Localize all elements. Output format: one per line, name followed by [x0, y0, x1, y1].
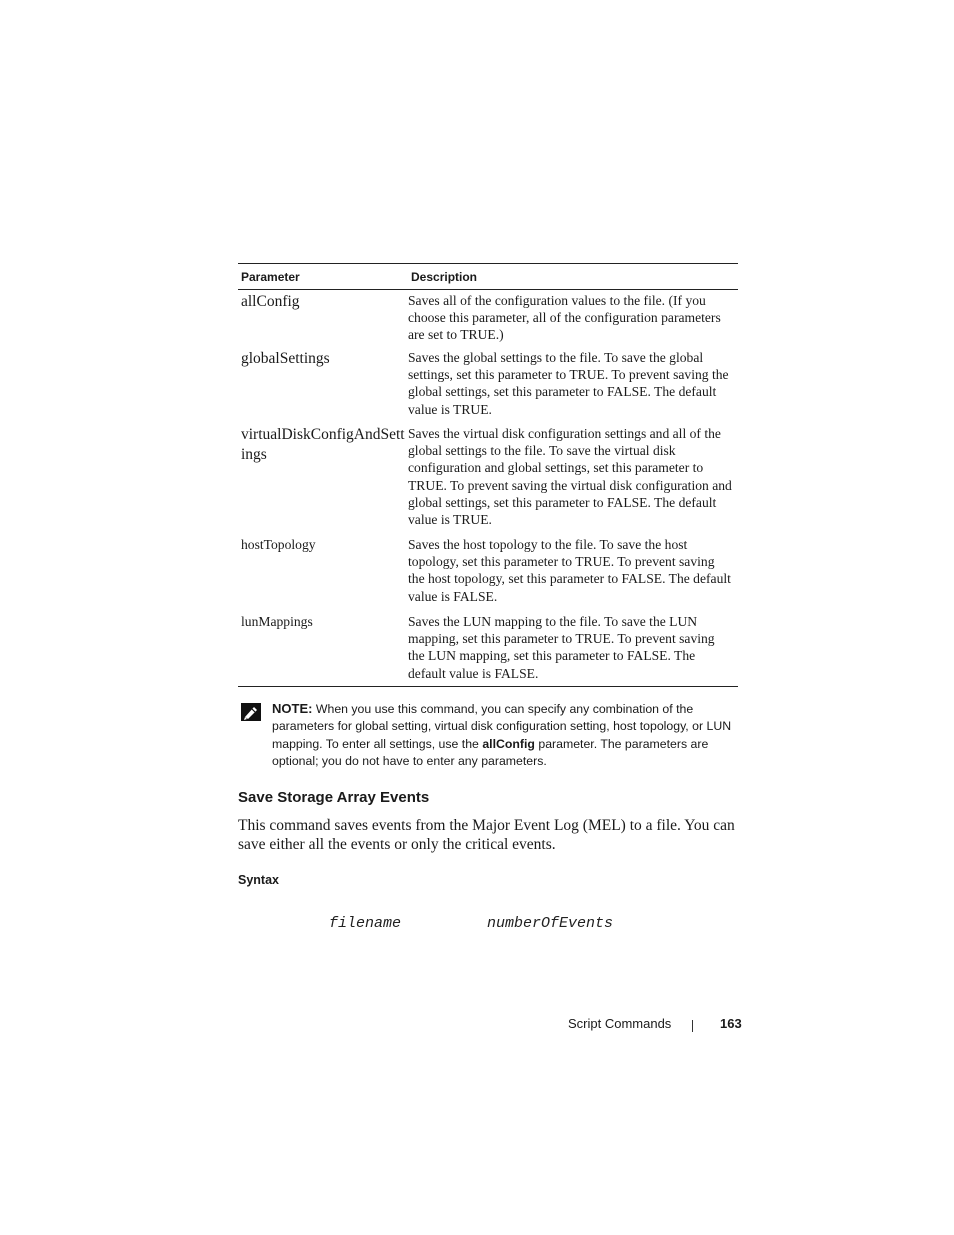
note-text-after: parameter. The parameters are optional; you do not have to enter any parameters. [272, 736, 709, 768]
table-row [238, 425, 738, 536]
footer-title: Script Commands [568, 1016, 672, 1031]
note-text [272, 700, 738, 770]
header-parameter: Parameter [241, 269, 300, 284]
syntax-arg-filename: filename [329, 915, 402, 932]
syntax-arg-number-of-events: numberOfEvents [487, 915, 614, 932]
table-row [238, 613, 738, 686]
description-cell: Saves the virtual disk configuration settings and all of the global settings to the file. To save the virtual disk configuration and global settings, set this parameter to TRUE. To prevent saving the virtual disk configuration and global settings, set this parameter to FALSE. The default value is TRUE. [408, 426, 732, 528]
table-header-row [238, 264, 738, 290]
description-cell: Saves the host topology to the file. To save the host topology, set this parameter to TRUE. To prevent saving the host topology, set this parameter to FALSE. The default value is FALSE. [408, 537, 731, 604]
parameter-cell: hostTopology [241, 537, 316, 552]
parameter-cell: lunMappings [241, 614, 313, 629]
parameter-cell: allConfig [241, 293, 300, 310]
table-row [238, 349, 738, 425]
section-body: This command saves events from the Major Event Log (MEL) to a file. You can save either all the events or only the critical events. [238, 817, 735, 853]
page-number: 163 [720, 1016, 742, 1031]
section-heading: Save Storage Array Events [238, 789, 430, 806]
table-row [238, 536, 738, 613]
note-label: NOTE: [272, 701, 313, 716]
parameter-cell: virtualDiskConfigAndSettings [241, 426, 405, 463]
pencil-note-icon [240, 702, 262, 722]
parameter-cell: globalSettings [241, 350, 330, 367]
note-emphasis: allConfig [482, 736, 535, 751]
description-cell: Saves the LUN mapping to the file. To save the LUN mapping, set this parameter to TRUE. To prevent saving the LUN mapping, set this parameter to FALSE. The default value is FALSE. [408, 614, 715, 681]
description-cell: Saves the global settings to the file. To save the global settings, set this parameter to TRUE. To prevent saving the global settings, set this parameter to FALSE. The default value is TRUE. [408, 350, 729, 417]
parameter-table [238, 263, 738, 687]
syntax-heading: Syntax [238, 873, 279, 887]
footer-divider [692, 1020, 693, 1032]
description-cell: Saves all of the configuration values to the file. (If you choose this parameter, all of the configuration parameters are set to TRUE.) [408, 293, 721, 343]
header-description: Description [411, 269, 478, 284]
table-row [238, 290, 738, 349]
note-text-before: When you use this command, you can specify any combination of the parameters for global setting, virtual disk configuration setting, host topology, or LUN mapping. To enter all settings, use the [272, 702, 732, 751]
